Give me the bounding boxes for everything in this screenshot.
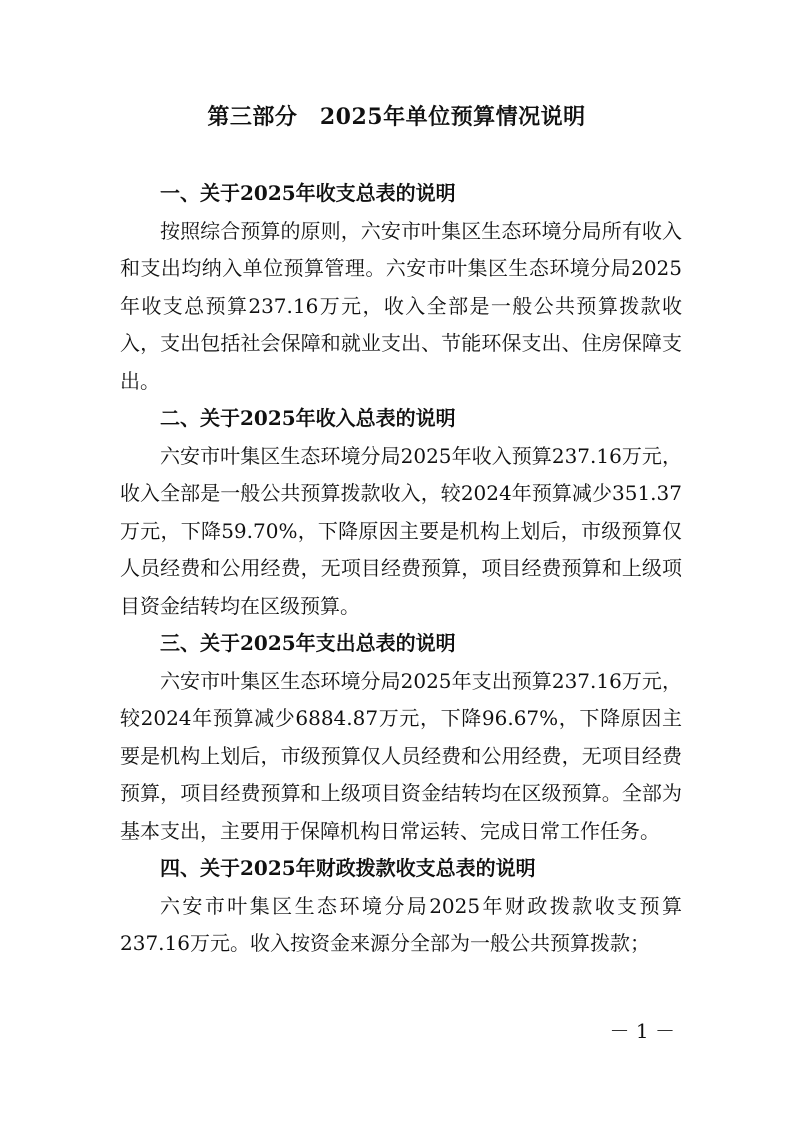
page-title: 第三部分 2025年单位预算情况说明 <box>207 104 586 130</box>
section-heading: 二、关于2025年收入总表的说明 <box>160 406 456 430</box>
section-paragraph: 按照综合预算的原则，六安市叶集区生态环境分局所有收入和支出均纳入单位预算管理。六安市叶集区生态环境分局2025年收支总预算237.16万元，收入全部是一般公共预算拨款收入，支出包括社会保障和就业支出、节能环保支出、住房保障支出。 <box>120 218 682 393</box>
section-heading: 三、关于2025年支出总表的说明 <box>160 631 456 655</box>
section-heading: 一、关于2025年收支总表的说明 <box>160 181 456 205</box>
section-paragraph: 六安市叶集区生态环境分局2025年财政拨款收支预算237.16万元。收入按资金来源分全部为一般公共预算拨款； <box>120 893 682 955</box>
section-heading: 四、关于2025年财政拨款收支总表的说明 <box>160 856 536 880</box>
section-paragraph: 六安市叶集区生态环境分局2025年支出预算237.16万元，较2024年预算减少6884.87万元，下降96.67%，下降原因主要是机构上划后，市级预算仅人员经费和公用经费，无项目经费预算，项目经费预算和上级项目资金结转均在区级预算。全部为基本支出，主要用于保障机构日常运转、完成日常工作任务。 <box>120 668 682 843</box>
document-body <box>120 175 682 963</box>
page-number: － 1 － <box>609 1019 675 1043</box>
section-paragraph: 六安市叶集区生态环境分局2025年收入预算237.16万元，收入全部是一般公共预算拨款收入，较2024年预算减少351.37万元，下降59.70%，下降原因主要是机构上划后，市级预算仅人员经费和公用经费，无项目经费预算，项目经费预算和上级项目资金结转均在区级预算。 <box>120 443 682 618</box>
